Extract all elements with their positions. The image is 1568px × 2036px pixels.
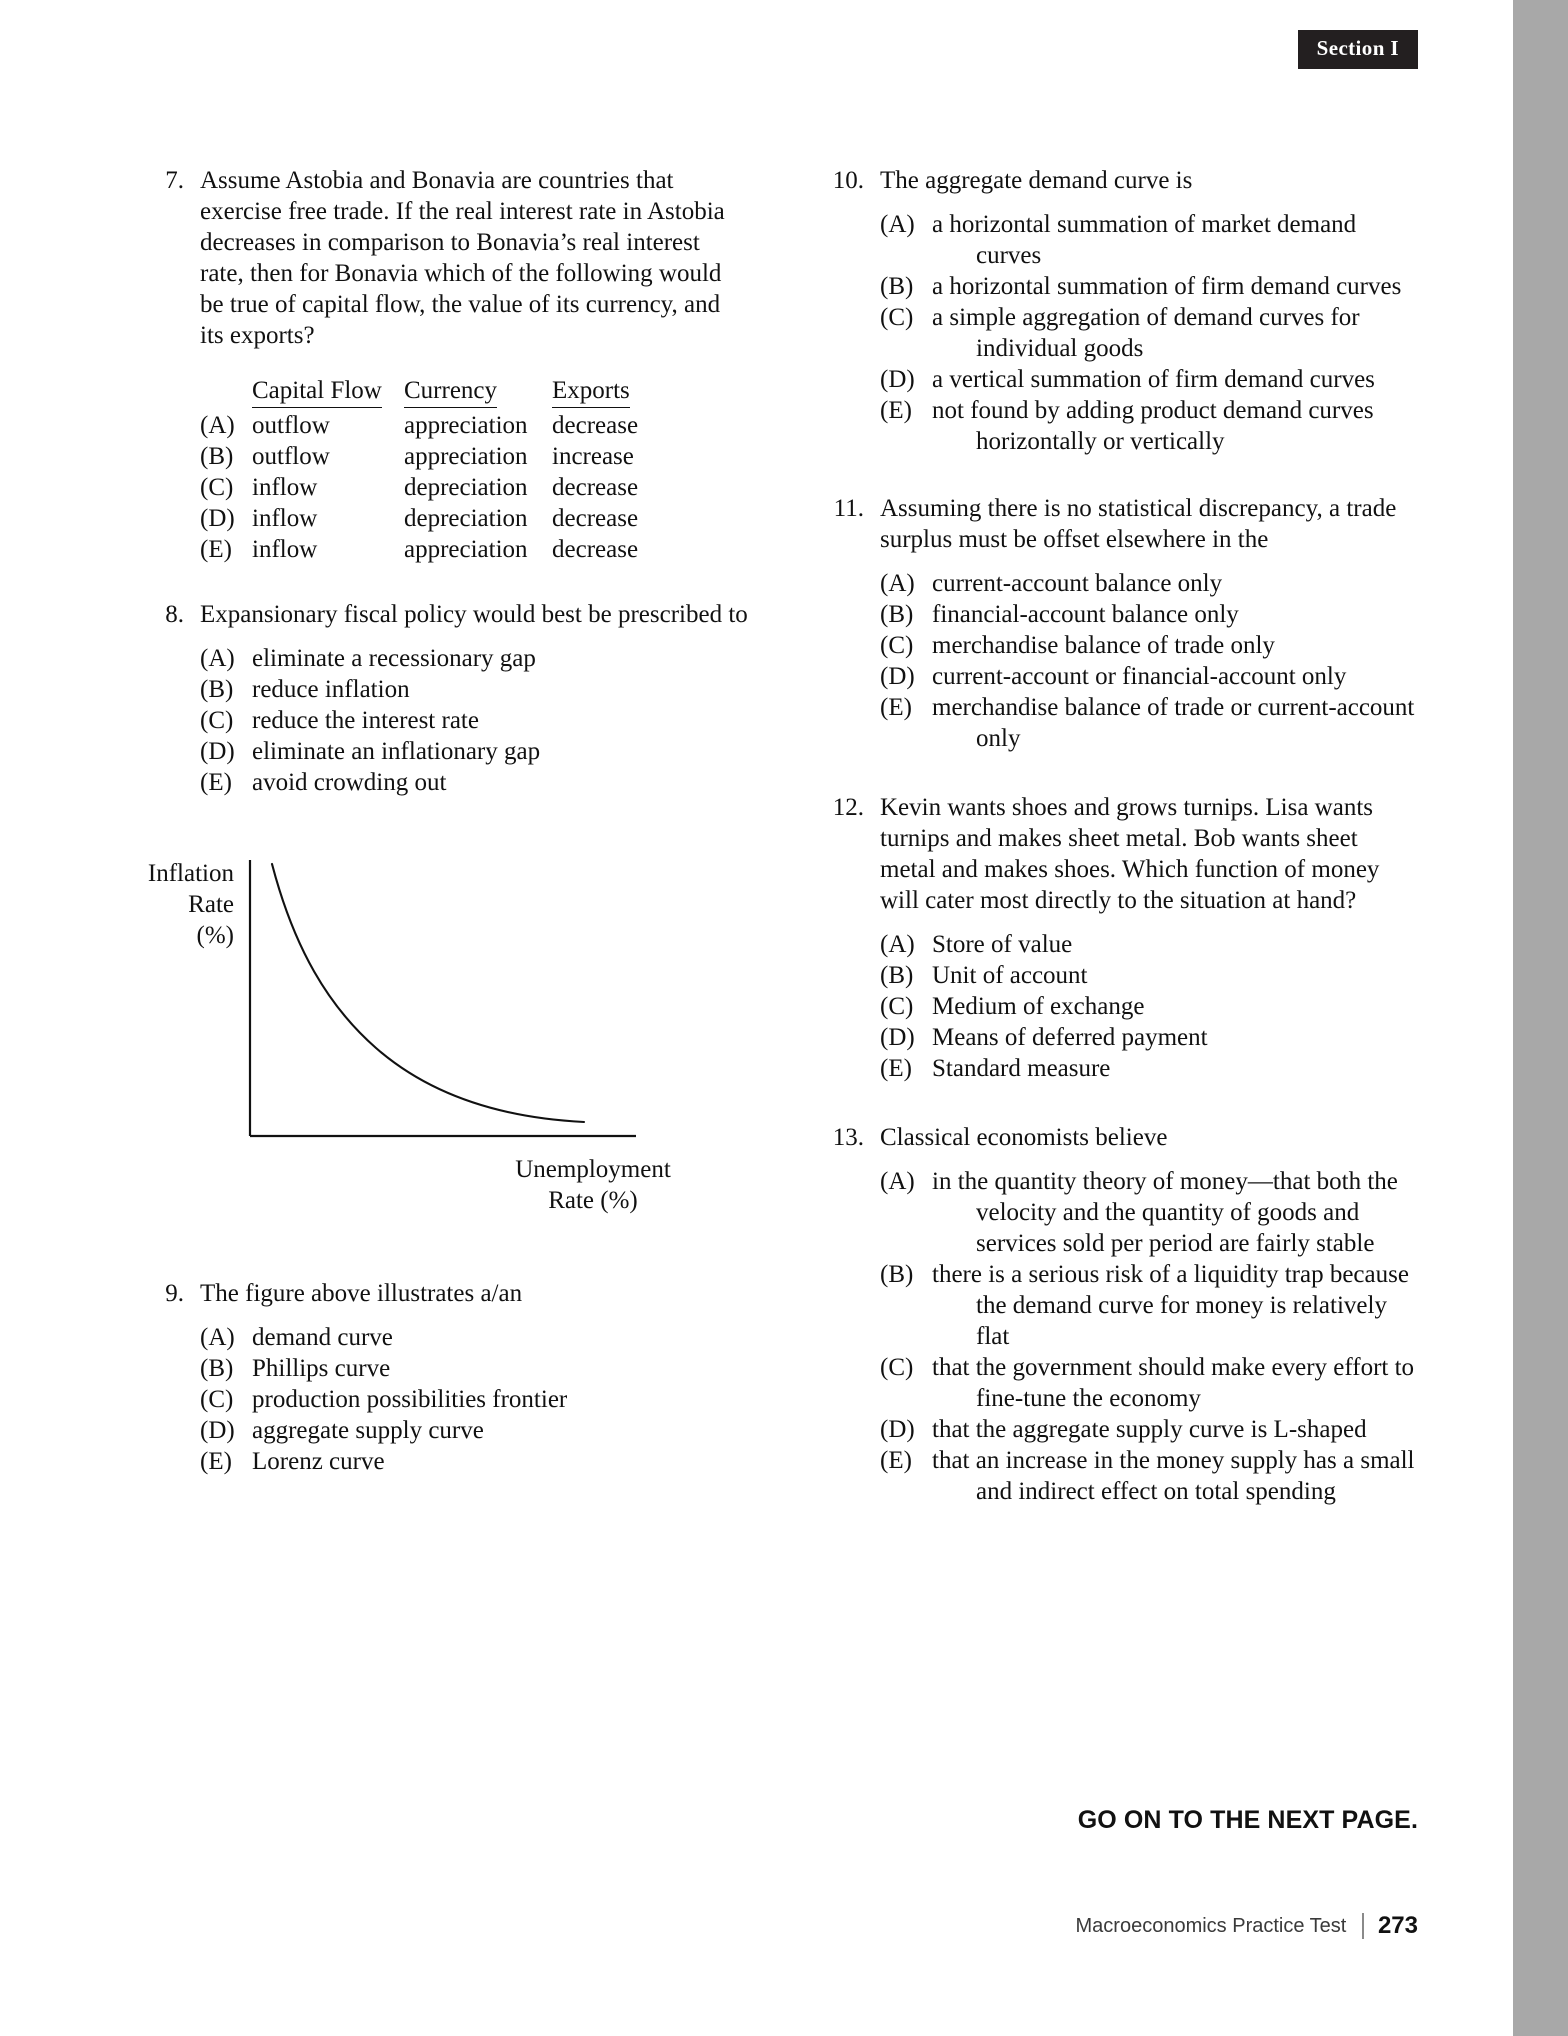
- choice-a[interactable]: [880, 568, 1418, 599]
- page-edge-gutter: [1513, 0, 1568, 2036]
- choice-d[interactable]: [200, 736, 748, 767]
- matrix-col-header-exports: [552, 375, 672, 410]
- question-11-head: [828, 493, 1418, 555]
- choice-text: there is a serious risk of a liquidity trap because the demand curve for money is relatively flat: [932, 1261, 1409, 1350]
- choice-c[interactable]: [880, 630, 1418, 661]
- choice-text: Store of value: [932, 931, 1073, 958]
- figure-y-axis-label-line2: Rate: [188, 891, 234, 918]
- choice-letter: (E): [200, 769, 232, 796]
- choice-letter: (A): [200, 1324, 235, 1351]
- choice-text: merchandise balance of trade only: [932, 632, 1275, 659]
- question-12-number: 12.: [832, 794, 864, 821]
- question-10: [828, 165, 1418, 457]
- question-8-stem: Expansionary fiscal policy would best be prescribed to: [200, 601, 748, 628]
- question-13-number: 13.: [832, 1124, 864, 1151]
- choice-text: in the quantity theory of money—that both the velocity and the quantity of goods and services sold per period are fairly stable: [932, 1168, 1398, 1257]
- cell-exports: increase: [552, 443, 634, 470]
- table-row[interactable]: [200, 534, 672, 565]
- question-7-number: 7.: [165, 167, 184, 194]
- question-12-head: [828, 792, 1418, 916]
- question-12: [828, 792, 1418, 1084]
- choice-text: that the aggregate supply curve is L-shaped: [932, 1416, 1367, 1443]
- choice-letter: (C): [200, 707, 234, 734]
- cell-currency: appreciation: [404, 443, 528, 470]
- choice-letter: (E): [880, 1447, 912, 1474]
- choice-text: current-account or financial-account only: [932, 663, 1347, 690]
- choice-text: Phillips curve: [252, 1355, 391, 1382]
- question-13: [828, 1122, 1418, 1507]
- question-10-number: 10.: [832, 167, 864, 194]
- choice-b[interactable]: [200, 674, 748, 705]
- choice-d[interactable]: [880, 364, 1418, 395]
- choice-letter: (A): [200, 645, 235, 672]
- phillips-curve-path: [272, 864, 584, 1122]
- choice-c[interactable]: [880, 991, 1418, 1022]
- question-9: [148, 1278, 748, 1477]
- choice-letter: (E): [200, 1448, 232, 1475]
- question-13-stem: Classical economists believe: [880, 1124, 1168, 1151]
- choice-text: reduce inflation: [252, 676, 410, 703]
- choice-letter: (B): [880, 1261, 914, 1288]
- choice-text: aggregate supply curve: [252, 1417, 484, 1444]
- question-13-choices: [880, 1166, 1418, 1507]
- choice-a[interactable]: [880, 1166, 1418, 1259]
- choice-e[interactable]: [200, 767, 748, 798]
- choice-letter: (C): [880, 1354, 914, 1381]
- figure-x-axis-label-line1: Unemployment: [515, 1156, 671, 1183]
- figure-x-axis-label-line2: Rate (%): [548, 1187, 638, 1214]
- choice-letter: (A): [880, 570, 915, 597]
- question-11: [828, 493, 1418, 754]
- figure-y-axis-label: [116, 858, 234, 951]
- choice-c[interactable]: [880, 302, 1418, 364]
- table-row[interactable]: [200, 441, 672, 472]
- choice-text: reduce the interest rate: [252, 707, 479, 734]
- choice-text: not found by adding product demand curves horizontally or vertically: [932, 397, 1374, 455]
- choice-b[interactable]: [880, 1259, 1418, 1352]
- cell-capital-flow: inflow: [252, 474, 318, 501]
- cell-capital-flow: outflow: [252, 412, 330, 439]
- question-12-choices: [880, 929, 1418, 1084]
- running-footer: [1076, 1912, 1418, 1940]
- choice-text: merchandise balance of trade or current-account only: [932, 694, 1415, 752]
- choice-letter: (C): [880, 632, 914, 659]
- choice-text: that an increase in the money supply has a small and indirect effect on total spending: [932, 1447, 1415, 1505]
- question-11-stem: Assuming there is no statistical discrepancy, a trade surplus must be offset elsewhere in the: [880, 495, 1397, 553]
- choice-letter: (D): [880, 663, 915, 690]
- choice-text: eliminate a recessionary gap: [252, 645, 536, 672]
- choice-letter: (B): [200, 443, 234, 470]
- left-column: [148, 165, 748, 1503]
- choice-letter: (A): [880, 1168, 915, 1195]
- choice-d[interactable]: [200, 1415, 748, 1446]
- cell-currency: appreciation: [404, 536, 528, 563]
- cell-currency: depreciation: [404, 474, 528, 501]
- figure-y-axis-label-line1: Inflation: [147, 860, 234, 887]
- matrix-corner-cell: [200, 375, 252, 410]
- choice-d[interactable]: [880, 1414, 1418, 1445]
- choice-text: that the government should make every effort to fine-tune the economy: [932, 1354, 1415, 1412]
- choice-e[interactable]: [880, 1445, 1418, 1507]
- table-row[interactable]: [200, 503, 672, 534]
- choice-c[interactable]: [880, 1352, 1418, 1414]
- question-8: [148, 599, 748, 798]
- question-7: [148, 165, 748, 565]
- question-12-stem: Kevin wants shoes and grows turnips. Lisa wants turnips and makes sheet metal. Bob wants sheet metal and makes shoes. Which function of money will cater most directly to the situation at hand?: [880, 794, 1380, 914]
- choice-letter: (D): [880, 1416, 915, 1443]
- cell-exports: decrease: [552, 505, 639, 532]
- choice-text: eliminate an inflationary gap: [252, 738, 541, 765]
- page-number: 273: [1377, 1912, 1418, 1939]
- choice-text: a horizontal summation of market demand curves: [932, 211, 1357, 269]
- choice-text: a vertical summation of firm demand curves: [932, 366, 1375, 393]
- choice-letter: (B): [200, 1355, 234, 1382]
- choice-text: production possibilities frontier: [252, 1386, 568, 1413]
- cell-exports: decrease: [552, 536, 639, 563]
- question-7-answer-matrix: [200, 375, 672, 565]
- question-7-stem: Assume Astobia and Bonavia are countries that exercise free trade. If the real interest rate in Astobia decreases in comparison to Bonavia’s real interest rate, then for Bonavia which of the following would be true of capital flow, the value of its currency, and its exports?: [200, 167, 725, 349]
- matrix-col-header-currency-label: Currency: [404, 375, 497, 408]
- choice-b[interactable]: [880, 271, 1418, 302]
- matrix-body: [200, 410, 672, 565]
- choice-text: Medium of exchange: [932, 993, 1145, 1020]
- choice-letter: (A): [200, 412, 235, 439]
- phillips-curve-figure: [148, 856, 748, 1226]
- figure-x-axis-label: [438, 1154, 748, 1216]
- matrix-col-header-exports-label: Exports: [552, 375, 630, 408]
- running-footer-divider: [1362, 1913, 1364, 1939]
- choice-letter: (D): [200, 1417, 235, 1444]
- choice-text: Standard measure: [932, 1055, 1111, 1082]
- figure-plot-area: [236, 856, 676, 1156]
- matrix-header: [200, 375, 672, 410]
- choice-letter: (C): [200, 474, 234, 501]
- choice-text: demand curve: [252, 1324, 393, 1351]
- choice-a[interactable]: [880, 929, 1418, 960]
- cell-currency: appreciation: [404, 412, 528, 439]
- cell-capital-flow: outflow: [252, 443, 330, 470]
- question-13-head: [828, 1122, 1418, 1153]
- choice-letter: (A): [880, 931, 915, 958]
- choice-e[interactable]: [880, 395, 1418, 457]
- choice-letter: (E): [880, 694, 912, 721]
- choice-text: financial-account balance only: [932, 601, 1239, 628]
- table-row[interactable]: [200, 472, 672, 503]
- question-10-choices: [880, 209, 1418, 457]
- figure-y-axis-label-line3: (%): [196, 922, 234, 949]
- choice-text: a simple aggregation of demand curves for individual goods: [932, 304, 1360, 362]
- choice-letter: (B): [880, 962, 914, 989]
- choice-d[interactable]: [880, 661, 1418, 692]
- choice-text: avoid crowding out: [252, 769, 447, 796]
- choice-b[interactable]: [880, 599, 1418, 630]
- question-9-stem: The figure above illustrates a/an: [200, 1280, 523, 1307]
- choice-letter: (E): [880, 397, 912, 424]
- question-11-number: 11.: [833, 495, 864, 522]
- cell-capital-flow: inflow: [252, 536, 318, 563]
- choice-c[interactable]: [200, 1384, 748, 1415]
- choice-text: current-account balance only: [932, 570, 1223, 597]
- choice-letter: (D): [200, 738, 235, 765]
- question-8-number: 8.: [165, 601, 184, 628]
- cell-exports: decrease: [552, 412, 639, 439]
- choice-letter: (B): [880, 273, 914, 300]
- choice-a[interactable]: [880, 209, 1418, 271]
- choice-text: a horizontal summation of firm demand curves: [932, 273, 1402, 300]
- choice-letter: (C): [880, 993, 914, 1020]
- choice-e[interactable]: [200, 1446, 748, 1477]
- table-row[interactable]: [200, 410, 672, 441]
- choice-text: Lorenz curve: [252, 1448, 385, 1475]
- choice-letter: (C): [880, 304, 914, 331]
- question-9-choices: [200, 1322, 748, 1477]
- question-7-head: [148, 165, 748, 351]
- choice-letter: (D): [200, 505, 235, 532]
- matrix-col-header-currency: [404, 375, 552, 410]
- choice-b[interactable]: [880, 960, 1418, 991]
- question-8-choices: [200, 643, 748, 798]
- right-column: [828, 165, 1418, 1533]
- question-10-stem: The aggregate demand curve is: [880, 167, 1193, 194]
- question-11-choices: [880, 568, 1418, 754]
- choice-a[interactable]: [200, 643, 748, 674]
- question-9-number: 9.: [165, 1280, 184, 1307]
- choice-letter: (C): [200, 1386, 234, 1413]
- choice-e[interactable]: [880, 692, 1418, 754]
- choice-letter: (E): [200, 536, 232, 563]
- choice-d[interactable]: [880, 1022, 1418, 1053]
- question-9-head: [148, 1278, 748, 1309]
- matrix-col-header-capital-flow-label: Capital Flow: [252, 375, 382, 408]
- matrix-header-row: [200, 375, 672, 410]
- question-10-head: [828, 165, 1418, 196]
- choice-a[interactable]: [200, 1322, 748, 1353]
- choice-letter: (D): [880, 366, 915, 393]
- go-on-notice: GO ON TO THE NEXT PAGE.: [1077, 1806, 1418, 1834]
- choice-letter: (B): [880, 601, 914, 628]
- cell-capital-flow: inflow: [252, 505, 318, 532]
- question-8-head: [148, 599, 748, 630]
- cell-exports: decrease: [552, 474, 639, 501]
- choice-text: Means of deferred payment: [932, 1024, 1208, 1051]
- matrix-col-header-capital-flow: [252, 375, 404, 410]
- choice-letter: (E): [880, 1055, 912, 1082]
- choice-b[interactable]: [200, 1353, 748, 1384]
- choice-c[interactable]: [200, 705, 748, 736]
- choice-letter: (A): [880, 211, 915, 238]
- cell-currency: depreciation: [404, 505, 528, 532]
- choice-text: Unit of account: [932, 962, 1088, 989]
- section-badge: Section I: [1298, 30, 1418, 69]
- choice-letter: (D): [880, 1024, 915, 1051]
- choice-letter: (B): [200, 676, 234, 703]
- running-footer-title: Macroeconomics Practice Test: [1075, 1914, 1347, 1937]
- choice-e[interactable]: [880, 1053, 1418, 1084]
